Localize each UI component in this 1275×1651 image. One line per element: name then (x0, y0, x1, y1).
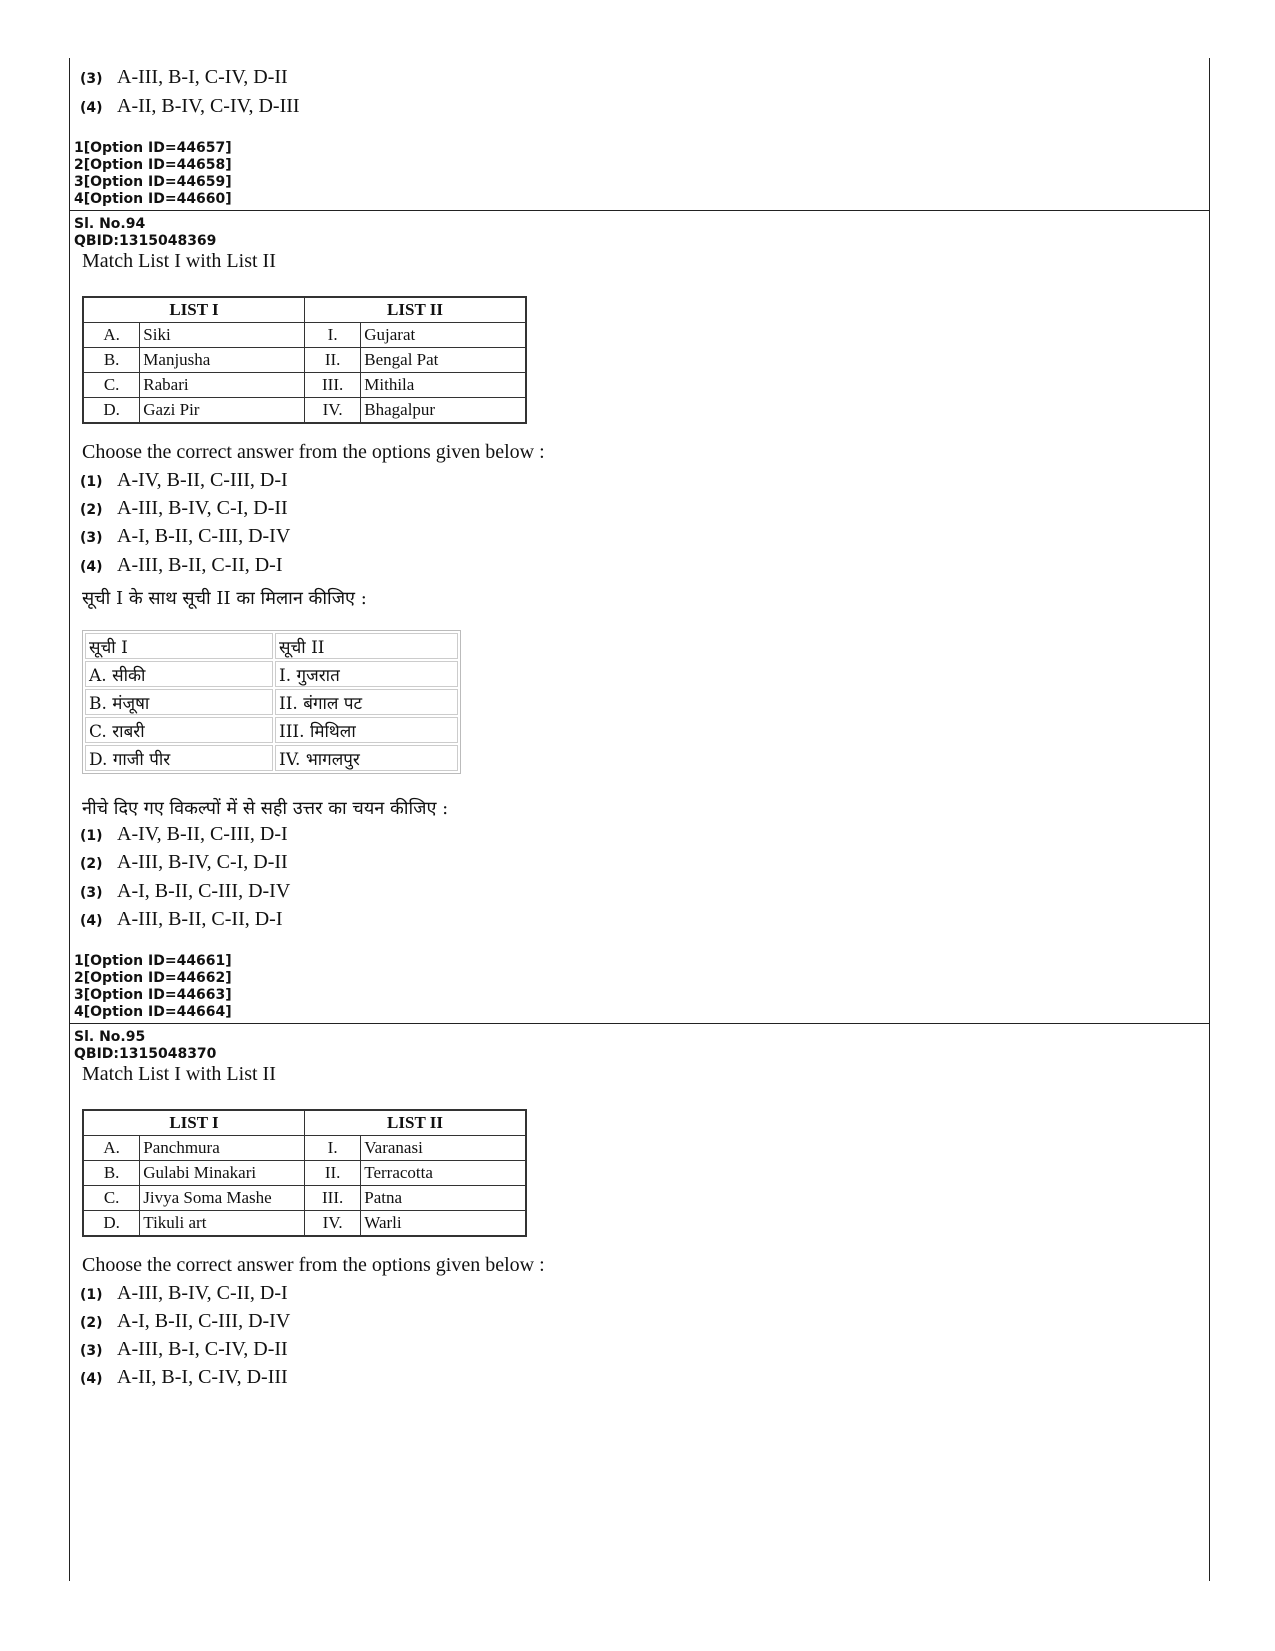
list2-item: Bhagalpur (361, 398, 526, 424)
hindi-list1-item: C. राबरी (85, 717, 273, 743)
q95-prompt: Match List I with List II (82, 1063, 276, 1085)
prev-option-3 (80, 66, 288, 89)
option-text: A-III, B-IV, C-I, D-II (117, 497, 288, 519)
table-header-row (85, 633, 458, 659)
option-number: (2) (80, 856, 103, 872)
q94-header (74, 216, 216, 250)
list1-item: Siki (140, 323, 305, 348)
list2-item: Varanasi (361, 1136, 526, 1161)
hindi-list1-item: B. मंजूषा (85, 689, 273, 715)
option-number: (4) (80, 100, 103, 116)
option-number: (1) (80, 1287, 103, 1303)
option-id: 4[Option ID=44660] (74, 191, 232, 207)
table-row (83, 398, 526, 424)
list1-item: Panchmura (140, 1136, 305, 1161)
row-key: B. (83, 1161, 140, 1186)
q94-hindi-option-3 (80, 880, 290, 903)
option-text: A-III, B-IV, C-I, D-II (117, 851, 288, 873)
q94-option-3 (80, 525, 290, 548)
list1-item: Tikuli art (140, 1211, 305, 1237)
option-text: A-I, B-II, C-III, D-IV (117, 525, 291, 547)
q94-option-1 (80, 469, 288, 492)
option-number: (3) (80, 1343, 103, 1359)
q94-prompt: Match List I with List II (82, 250, 276, 272)
list1-item: Rabari (140, 373, 305, 398)
list2-item: Bengal Pat (361, 348, 526, 373)
table-row (85, 661, 458, 687)
question-bank-id: QBID:1315048370 (74, 1046, 217, 1062)
option-text: A-III, B-II, C-II, D-I (117, 554, 283, 576)
q94-hindi-prompt: सूची I के साथ सूची II का मिलान कीजिए : (82, 588, 367, 609)
table-row (83, 1186, 526, 1211)
row-roman: III. (305, 373, 361, 398)
q94-choose-text: Choose the correct answer from the options given below : (82, 441, 545, 463)
option-number: (3) (80, 530, 103, 546)
list1-header: LIST I (83, 1110, 305, 1136)
row-roman: II. (305, 348, 361, 373)
option-number: (4) (80, 559, 103, 575)
row-roman: I. (305, 1136, 361, 1161)
prev-option-ids (74, 140, 232, 208)
question-bank-id: QBID:1315048369 (74, 233, 217, 249)
list2-item: Gujarat (361, 323, 526, 348)
q94-hindi-option-2 (80, 851, 288, 874)
option-text: A-IV, B-II, C-III, D-I (117, 469, 288, 491)
option-text: A-I, B-II, C-III, D-IV (117, 880, 291, 902)
list2-item: Warli (361, 1211, 526, 1237)
table-header-row (83, 297, 526, 323)
q94-option-ids (74, 953, 232, 1021)
hindi-list2-item: II. बंगाल पट (275, 689, 458, 715)
table-row (83, 323, 526, 348)
hindi-list2-item: III. मिथिला (275, 717, 458, 743)
table-row (83, 1136, 526, 1161)
table-row (85, 745, 458, 771)
q95-option-2 (80, 1310, 290, 1333)
list2-item: Terracotta (361, 1161, 526, 1186)
row-key: D. (83, 1211, 140, 1237)
hindi-list2-header: सूची II (275, 633, 458, 659)
row-roman: I. (305, 323, 361, 348)
list2-item: Mithila (361, 373, 526, 398)
list1-item: Gulabi Minakari (140, 1161, 305, 1186)
q94-hindi-option-1 (80, 823, 288, 846)
serial-number: Sl. No.94 (74, 216, 146, 232)
row-key: D. (83, 398, 140, 424)
q94-hindi-option-4 (80, 908, 283, 931)
q95-option-3 (80, 1338, 288, 1361)
row-key: C. (83, 1186, 140, 1211)
option-number: (4) (80, 1371, 103, 1387)
table-row (85, 717, 458, 743)
option-id: 1[Option ID=44657] (74, 140, 232, 156)
table-row (85, 689, 458, 715)
q95-option-4 (80, 1366, 288, 1389)
row-key: A. (83, 323, 140, 348)
row-roman: III. (305, 1186, 361, 1211)
q95-header (74, 1029, 216, 1063)
option-id: 3[Option ID=44663] (74, 987, 232, 1003)
q94-hindi-choose-text: नीचे दिए गए विकल्पों में से सही उत्तर का चयन कीजिए : (82, 798, 449, 819)
section-divider (69, 1023, 1209, 1024)
option-id: 2[Option ID=44658] (74, 157, 232, 173)
list1-item: Jivya Soma Mashe (140, 1186, 305, 1211)
q95-match-table (82, 1109, 527, 1237)
row-roman: II. (305, 1161, 361, 1186)
hindi-list2-item: IV. भागलपुर (275, 745, 458, 771)
option-text: A-II, B-I, C-IV, D-III (117, 1366, 288, 1388)
list1-item: Manjusha (140, 348, 305, 373)
option-number: (4) (80, 913, 103, 929)
list1-header: LIST I (83, 297, 305, 323)
table-row (83, 1211, 526, 1237)
option-number: (1) (80, 474, 103, 490)
table-row (83, 1161, 526, 1186)
hindi-list1-header: सूची I (85, 633, 273, 659)
table-row (83, 373, 526, 398)
list1-item: Gazi Pir (140, 398, 305, 424)
option-number: (3) (80, 885, 103, 901)
hindi-list1-item: A. सीकी (85, 661, 273, 687)
q94-option-4 (80, 554, 283, 577)
row-roman: IV. (305, 1211, 361, 1237)
option-text: A-III, B-IV, C-II, D-I (117, 1282, 288, 1304)
list2-header: LIST II (305, 297, 527, 323)
hindi-list2-item: I. गुजरात (275, 661, 458, 687)
option-number: (1) (80, 828, 103, 844)
option-text: A-IV, B-II, C-III, D-I (117, 823, 288, 845)
row-key: A. (83, 1136, 140, 1161)
row-key: B. (83, 348, 140, 373)
serial-number: Sl. No.95 (74, 1029, 146, 1045)
option-number: (2) (80, 1315, 103, 1331)
list2-header: LIST II (305, 1110, 527, 1136)
option-number: (3) (80, 71, 103, 87)
option-text: A-III, B-I, C-IV, D-II (117, 66, 288, 88)
table-header-row (83, 1110, 526, 1136)
q94-match-table (82, 296, 527, 424)
option-text: A-III, B-I, C-IV, D-II (117, 1338, 288, 1360)
option-number: (2) (80, 502, 103, 518)
option-id: 4[Option ID=44664] (74, 1004, 232, 1020)
option-id: 1[Option ID=44661] (74, 953, 232, 969)
row-key: C. (83, 373, 140, 398)
q95-choose-text: Choose the correct answer from the options given below : (82, 1254, 545, 1276)
prev-option-4 (80, 95, 300, 118)
q95-option-1 (80, 1282, 288, 1305)
table-row (83, 348, 526, 373)
option-text: A-II, B-IV, C-IV, D-III (117, 95, 300, 117)
option-id: 3[Option ID=44659] (74, 174, 232, 190)
hindi-list1-item: D. गाजी पीर (85, 745, 273, 771)
section-divider (69, 210, 1209, 211)
option-text: A-I, B-II, C-III, D-IV (117, 1310, 291, 1332)
row-roman: IV. (305, 398, 361, 424)
list2-item: Patna (361, 1186, 526, 1211)
option-id: 2[Option ID=44662] (74, 970, 232, 986)
option-text: A-III, B-II, C-II, D-I (117, 908, 283, 930)
q94-hindi-match-table (82, 630, 461, 774)
q94-option-2 (80, 497, 288, 520)
